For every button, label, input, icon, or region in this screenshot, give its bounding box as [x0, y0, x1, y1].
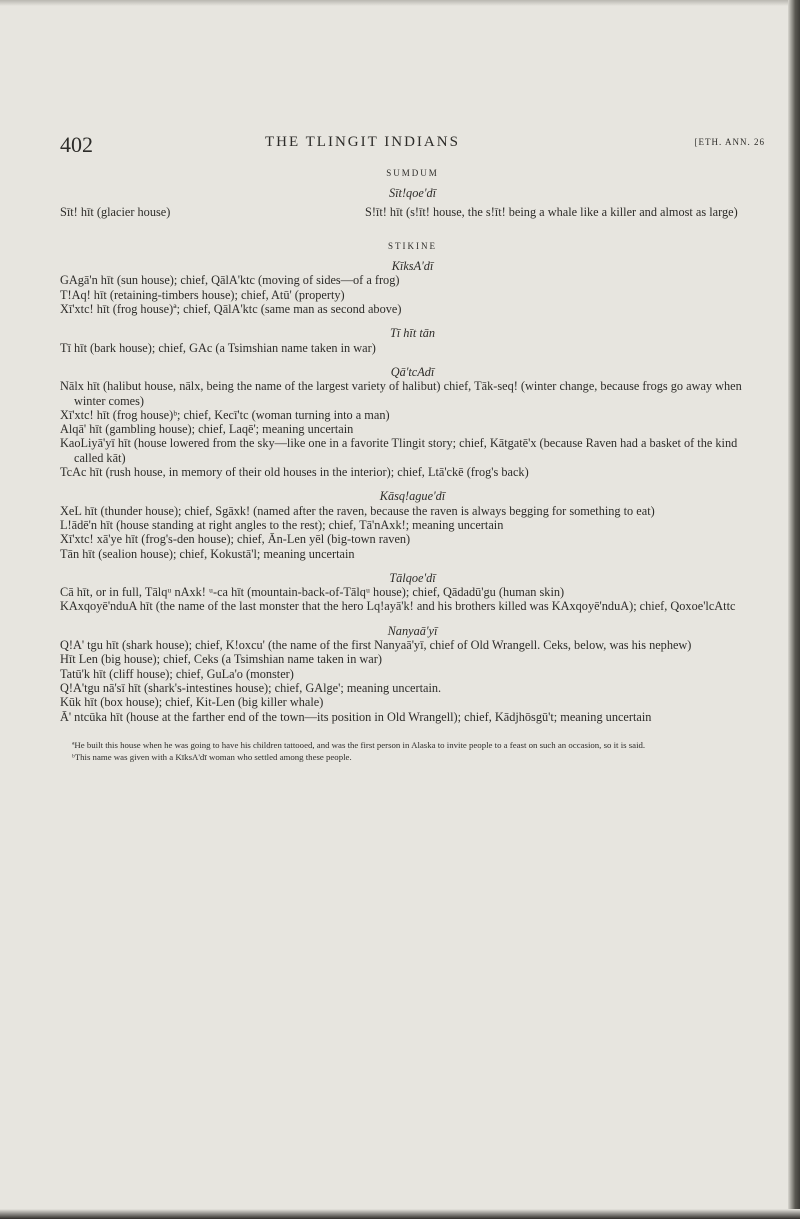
section-sumdum: [60, 166, 765, 219]
house-entry: L!ādē'n hīt (house standing at right angles to the rest); chief, Tā'nAxk!; meaning uncertain: [60, 517, 504, 532]
house-entry: XeL hīt (thunder house); chief, Sgāxk! (named after the raven, because the raven is always begging for something to eat): [60, 503, 655, 518]
clan-heading: Nanyaā'yī: [387, 623, 438, 638]
house-entry: Tān hīt (sealion house); chief, Kokustā'l; meaning uncertain: [60, 546, 355, 561]
house-entry: KaoLiyā'yī hīt (house lowered from the sky—like one in a favorite Tlingit story; chief, Kātgatē'x (because Raven had a basket of the kind called kāt): [60, 436, 738, 465]
house-entry-right: S!īt! hīt (s!īt! house, the s!īt! being a whale like a killer and almost as large): [365, 204, 738, 219]
footnotes: [60, 740, 765, 763]
page-header: [60, 132, 765, 156]
page-content: [60, 166, 765, 764]
house-entry: Q!A' tgu hīt (shark house); chief, K!oxcu' (the name of the first Nanyaā'yī, chief of Old Wrangell. Ceks, below, was his nephew): [60, 638, 692, 653]
tribe-heading: SUMDUM: [386, 168, 439, 178]
house-entry-left: Sīt! hīt (glacier house): [60, 204, 171, 219]
footnote: ᵇThis name was given with a KīksA'dī woman who settled among these people.: [72, 751, 352, 762]
house-entry: Kūk hīt (box house); chief, Kit-Len (big killer whale): [60, 695, 324, 710]
house-entry: Nālx hīt (halibut house, nālx, being the name of the largest variety of halibut) chief, Tāk-seq! (winter change, because frogs go away when winter comes): [60, 379, 742, 408]
page-number: 402: [60, 132, 93, 157]
clan-heading: Tālqoe'dī: [389, 570, 436, 585]
house-entry: Xī'xtc! xā'ye hīt (frog's-den house); chief, Ān-Len yēl (big-town raven): [60, 532, 411, 547]
clan-heading: Tī hīt tān: [389, 326, 436, 341]
clan-heading: KīksA'dī: [391, 259, 434, 274]
scan-right-edge: [788, 0, 800, 1219]
house-entry: Tī hīt (bark house); chief, GAc (a Tsimshian name taken in war): [60, 340, 376, 355]
house-entry: Tatū'k hīt (cliff house); chief, GuLa'o (monster): [60, 666, 294, 681]
scan-top-edge: [0, 0, 800, 6]
house-row: [60, 205, 765, 219]
clan-heading: Kāsq!ague'dī: [379, 489, 446, 504]
house-entry: TcAc hīt (rush house, in memory of their old houses in the interior); chief, Ltā'ckē (frog's back): [60, 465, 529, 480]
running-title: THE TLINGIT INDIANS: [265, 134, 460, 150]
house-entry: Ā' ntcūka hīt (house at the farther end of the town—its position in Old Wrangell); chief, Kādjhōsgū't; meaning uncertain: [60, 709, 652, 724]
house-entry: Cā hīt, or in full, Tālqᵘ nAxk! ᵘ-ca hīt (mountain-back-of-Tālqᵘ house); chief, Qādadū'gu (human skin): [60, 585, 565, 600]
scan-bottom-edge: [0, 1209, 800, 1219]
house-entry: Hīt Len (big house); chief, Ceks (a Tsimshian name taken in war): [60, 652, 382, 667]
house-entry: Xī'xtc! hīt (frog house)ª; chief, QālA'ktc (same man as second above): [60, 302, 402, 317]
clan-heading: Sīt!qoe'dī: [388, 186, 437, 201]
tribe-heading: STIKINE: [388, 240, 437, 251]
annual-report-ref: [ETH. ANN. 26: [694, 137, 765, 147]
house-entry: Xī'xtc! hīt (frog house)ᵇ; chief, Kecī'tc (woman turning into a man): [60, 407, 390, 422]
section-stikine: [60, 239, 765, 724]
house-entry: Q!A'tgu nā'sī hīt (shark's-intestines house); chief, GAlge'; meaning uncertain.: [60, 680, 442, 695]
house-entry: Alqā' hīt (gambling house); chief, Laqē'; meaning uncertain: [60, 422, 354, 437]
clan-heading: Qā'tcAdī: [390, 364, 435, 379]
house-entry: KAxqoyē'nduA hīt (the name of the last monster that the hero Lq!ayā'k! and his brothers killed was KAxqoyē'nduA); chief, Qoxoe'lcAttc: [60, 599, 736, 614]
house-entry: T!Aq! hīt (retaining-timbers house); chief, Atū' (property): [60, 287, 345, 302]
house-entry: GAgā'n hīt (sun house); chief, QālA'ktc (moving of sides—of a frog): [60, 273, 400, 288]
footnote: ªHe built this house when he was going to have his children tattooed, and was the first person in Alaska to invite people to a feast on such an occasion, so it is said.: [72, 739, 646, 750]
